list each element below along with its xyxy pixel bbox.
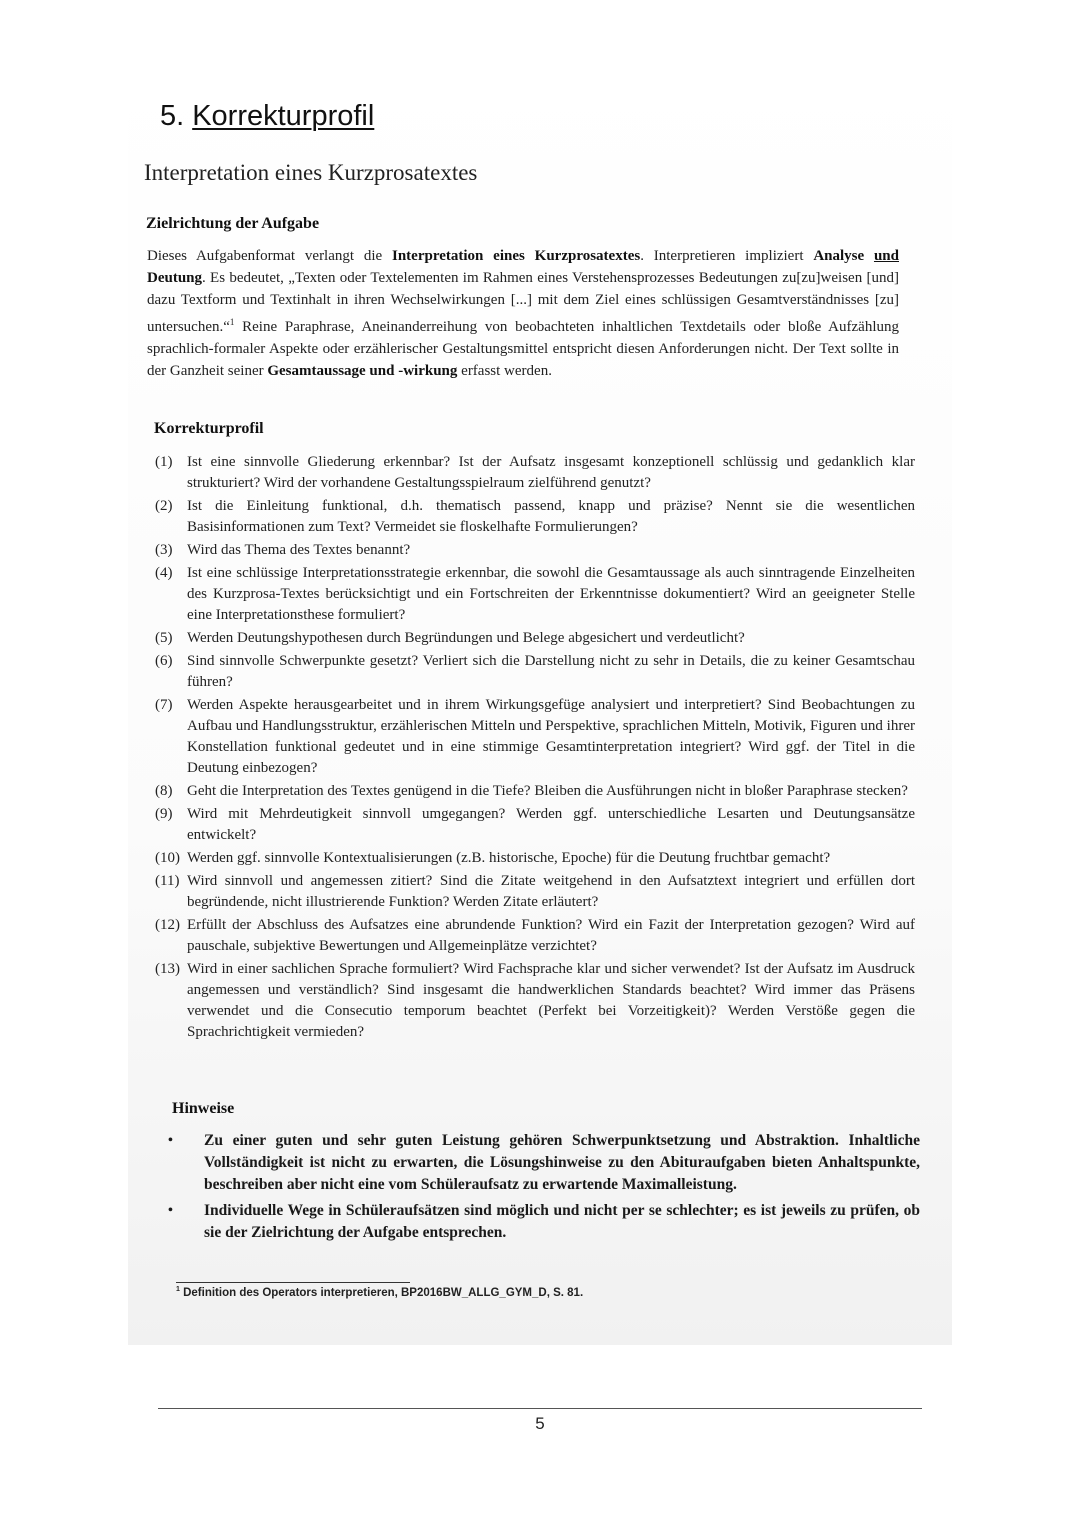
bullet-icon: •	[168, 1203, 173, 1218]
footnote-divider	[176, 1282, 410, 1283]
criterion-item: (13) Wird in einer sachlichen Sprache formuliert? Wird Fachsprache klar und sicher verwendet? Ist der Aufsatz im Ausdruck angemessen und verständlich? Sind insgesamt die handwerklichen Standards beachtet? Wird immer das Präsens verwendet und die Consecutio temporum beachtet (Perfekt bei Vorzeitigkeit)? Werden Verstöße gegen die Sprachrichtigkeit vermieden?	[155, 961, 915, 1040]
goal-paragraph: Dieses Aufgabenformat verlangt die Interpretation eines Kurzprosatextes. Interpretieren impliziert Analyse und Deutung. Es bedeutet, „Texten oder Textelementen im Rahmen eines Verstehensprozesses Bedeutungen zu[zu]weisen [und] dazu Textform und Textinhalt in ihren Wechselwirkungen [...] mit dem Ziel eines schlüssigen Gesamtverständnisses [zu] untersuchen.“$^1$ Reine Paraphrase, Aneinanderreihung von beobachteten inhaltlichen Textdetails oder bloße Aufzählung sprachlich-formaler Aspekte oder erzählerischer Gestaltungsmittel entspricht diesen Anforderungen nicht. Der Text sollte in der Ganzheit seiner Gesamtaussage und -wirkung erfasst werden.	[147, 248, 899, 379]
page-title	[160, 100, 374, 133]
goal-heading: Zielrichtung der Aufgabe	[146, 215, 320, 232]
hints-heading: Hinweise	[172, 1100, 235, 1117]
criterion-item: (7) Werden Aspekte herausgearbeitet und in ihrem Wirkungsgefüge analysiert und interpretiert? Sind Beobachtungen zu Aufbau und Handlungsstruktur, erzählerischen Mitteln und Perspektive, sprachlichen Mitteln, Motivik, Figuren und ihrer Konstellation funktional gedeutet und in eine stimmige Gesamtinterpretation integriert? Wird ggf. der Titel in die Deutung einbezogen?	[155, 697, 915, 776]
criterion-item: (3) Wird das Thema des Textes benannt?	[155, 542, 411, 558]
section-title: Korrekturprofil	[192, 100, 375, 132]
criteria-list	[155, 452, 915, 1045]
criterion-item: (5) Werden Deutungshypothesen durch Begründungen und Belege abgesichert und verdeutlicht?	[155, 630, 745, 646]
profile-heading: Korrekturprofil	[154, 420, 264, 437]
hint-item: • Individuelle Wege in Schüleraufsätzen sind möglich und nicht per se schlechter; es ist jeweils zu prüfen, ob sie der Zielrichtung der Aufgabe entsprechen.	[168, 1200, 920, 1244]
criterion-item: (2) Ist die Einleitung funktional, d.h. thematisch passend, knapp und präzise? Nennt sie die wesentlichen Basisinformationen zum Text? Vermeidet sie floskelhafte Formulierungen?	[155, 498, 915, 535]
criterion-item: (11) Wird sinnvoll und angemessen zitiert? Sind die Zitate weitgehend in den Aufsatztext integriert und erfüllen dort begründende, nicht illustrierende Funktion? Werden Zitate erläutert?	[155, 873, 915, 910]
footnote-ref: 1	[229, 317, 235, 327]
criterion-item: (12) Erfüllt der Abschluss des Aufsatzes eine abrundende Funktion? Wird ein Fazit der Interpretation gezogen? Wird auf pauschale, subjektive Bewertungen und Allgemeinplätze verzichtet?	[155, 917, 915, 954]
criterion-item: (9) Wird mit Mehrdeutigkeit sinnvoll umgegangen? Werden ggf. unterschiedliche Lesarten und Deutungsansätze entwickelt?	[155, 806, 915, 843]
page-number: 5	[535, 1414, 545, 1433]
hint-item: • Zu einer guten und sehr guten Leistung gehören Schwerpunktsetzung und Abstraktion. Inhaltliche Vollständigkeit ist nicht zu erwarten, die Lösungshinweise zu den Abituraufgaben bieten Anhaltspunkte, beschreiben aber nicht eine vom Schüleraufsatz zu erwartende Maximalleistung.	[168, 1130, 920, 1196]
criterion-item: (8) Geht die Interpretation des Textes genügend in die Tiefe? Bleiben die Ausführungen nicht in bloßer Paraphrase stecken?	[155, 783, 908, 799]
hints-list	[168, 1130, 920, 1248]
subtitle: Interpretation eines Kurzprosatextes	[144, 160, 478, 185]
bullet-icon: •	[168, 1133, 173, 1148]
footnote: $^1$ Definition des Operators interpretieren, BP2016BW_ALLG_GYM_D, S. 81.	[176, 1286, 584, 1299]
criterion-item: (4) Ist eine schlüssige Interpretationsstrategie erkennbar, die sowohl die Gesamtaussage als auch sinntragende Einzelheiten des Kurzprosa-Textes berücksichtigt und ein Fortschreiten der Erkenntnisse dokumentiert? Wird an geeigneter Stelle eine Interpretationsthese formuliert?	[155, 565, 915, 623]
criterion-item: (1) Ist eine sinnvolle Gliederung erkennbar? Ist der Aufsatz insgesamt konzeptionell schlüssig und gedanklich klar strukturiert? Wird der vorhandene Gestaltungsspielraum zielführend genutzt?	[155, 454, 915, 491]
section-number: 5.	[160, 100, 185, 132]
page-divider	[158, 1408, 922, 1409]
criterion-item: (10) Werden ggf. sinnvolle Kontextualisierungen (z.B. historische, Epoche) für die Deutung fruchtbar gemacht?	[155, 850, 831, 866]
criterion-item: (6) Sind sinnvolle Schwerpunkte gesetzt? Verliert sich die Darstellung nicht zu sehr in Details, die zu keiner Gesamtschau führen?	[155, 653, 915, 690]
